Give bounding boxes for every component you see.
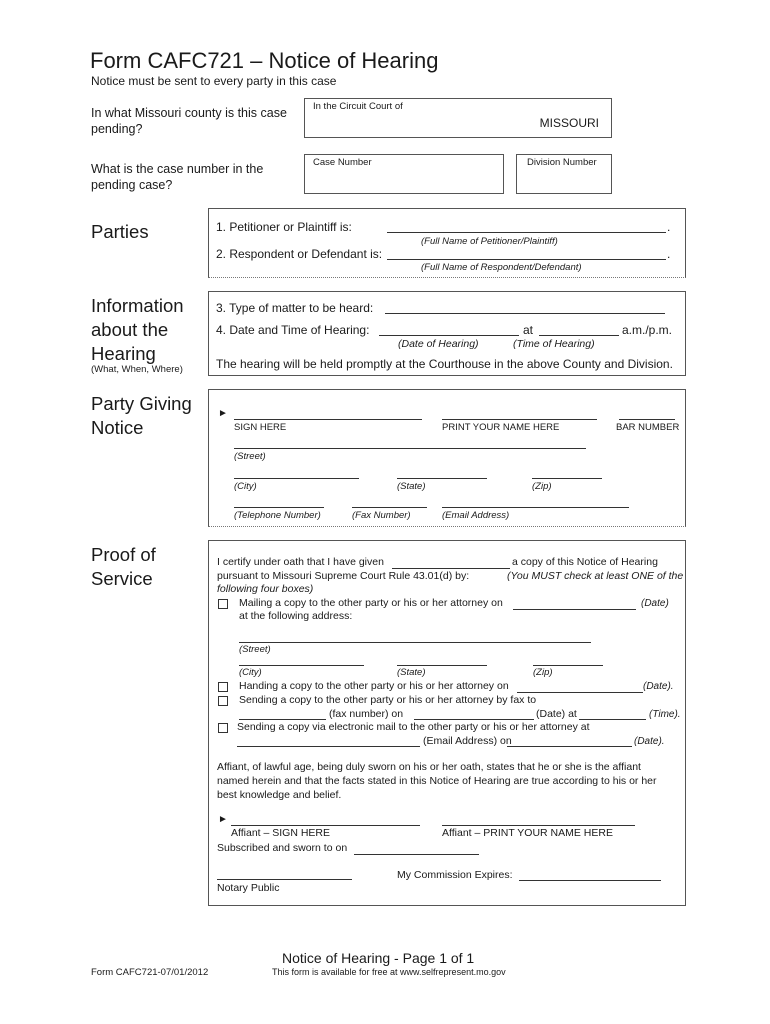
date-time-label: 4. Date and Time of Hearing: — [216, 323, 370, 337]
fax-line[interactable] — [352, 507, 427, 508]
footer-free: This form is available for free at www.selfrepresent.mo.gov — [272, 967, 506, 977]
case-number-label: Case Number — [313, 157, 372, 168]
email-date-line[interactable] — [507, 746, 632, 747]
case-number-field[interactable] — [304, 154, 504, 194]
notary-signature-line[interactable] — [217, 879, 352, 880]
matter-line[interactable] — [385, 313, 665, 314]
affiant-arrow-icon: ► — [218, 814, 228, 825]
date-caption: (Date of Hearing) — [398, 338, 479, 350]
hearing-time-line[interactable] — [539, 335, 619, 336]
city-line[interactable] — [234, 478, 359, 479]
petitioner-name-line[interactable] — [387, 232, 666, 233]
form-subtitle: Notice must be sent to every party in this case — [91, 74, 337, 88]
hearing-note: The hearing will be held promptly at the Courthouse in the above County and Division. — [216, 357, 673, 371]
time-caption: (Time of Hearing) — [513, 338, 595, 350]
email-checkbox[interactable] — [218, 723, 228, 733]
hearing-subheading: (What, When, Where) — [91, 364, 183, 375]
bar-number-label: BAR NUMBER — [616, 422, 680, 433]
sign-line[interactable] — [234, 419, 422, 420]
proof-street-line[interactable] — [239, 642, 591, 643]
print-name-line[interactable] — [442, 419, 597, 420]
fax-checkbox[interactable] — [218, 696, 228, 706]
telephone-line[interactable] — [234, 507, 324, 508]
circuit-court-field[interactable] — [304, 98, 612, 138]
zip-line[interactable] — [532, 478, 602, 479]
hearing-heading: Information about the Hearing — [91, 295, 184, 364]
footer-form-id: Form CAFC721-07/01/2012 — [91, 967, 209, 978]
party-giving-heading: Party Giving Notice — [91, 393, 192, 438]
affiant-print-line[interactable] — [442, 825, 635, 826]
fax-date-line[interactable] — [414, 719, 534, 720]
form-title: Form CAFC721 – Notice of Hearing — [90, 48, 439, 73]
print-name-label: PRINT YOUR NAME HERE — [442, 422, 560, 433]
hand-date-line[interactable] — [517, 692, 643, 693]
respondent-name-line[interactable] — [387, 259, 666, 260]
petitioner-label: 1. Petitioner or Plaintiff is: — [216, 220, 352, 234]
matter-label: 3. Type of matter to be heard: — [216, 301, 374, 315]
fax-number-line[interactable] — [239, 719, 326, 720]
parties-heading: Parties — [91, 221, 149, 242]
arrow-icon: ► — [218, 408, 228, 419]
mail-date-line[interactable] — [513, 609, 636, 610]
subscribed-date-line[interactable] — [354, 854, 479, 855]
division-number-label: Division Number — [527, 157, 597, 168]
parties-box: 1. Petitioner or Plaintiff is: . (Full Name of Petitioner/Plaintiff) 2. Respondent or Defendant is: . (Full Name of Respondent/Defendant) — [208, 208, 686, 278]
party-giving-box: ► SIGN HERE PRINT YOUR NAME HERE BAR NUMBER (Street) (City) (State) (Zip) (Telephone Number) (Fax Number) (Email Address) — [208, 389, 686, 527]
proof-heading: Proof of Service — [91, 544, 156, 589]
email-address-line[interactable] — [237, 746, 420, 747]
division-number-field[interactable] — [516, 154, 612, 194]
petitioner-caption: (Full Name of Petitioner/Plaintiff) — [421, 236, 558, 247]
hand-checkbox[interactable] — [218, 682, 228, 692]
bar-number-line[interactable] — [619, 419, 675, 420]
given-to-line[interactable] — [392, 568, 510, 569]
county-question: In what Missouri county is this case pending? — [91, 106, 287, 136]
respondent-caption: (Full Name of Respondent/Defendant) — [421, 262, 582, 273]
sign-label: SIGN HERE — [234, 422, 287, 433]
hearing-box: 3. Type of matter to be heard: 4. Date and Time of Hearing: at a.m./p.m. (Date of Hearing) (Time of Hearing) The hearing will be held promptly at the Courthouse in the above County and Division. — [208, 291, 686, 376]
fax-time-line[interactable] — [579, 719, 646, 720]
proof-box: I certify under oath that I have given a copy of this Notice of Hearing pursuant to Missouri Supreme Court Rule 43.01(d) by: (You MUST check at least ONE of the following four boxes) Mailing a copy to the other party or his or her attorney on (Date) at the following address: (Street) (City) (State) (Zip) Handing a copy to the other party or his or her attorney on (Date). Sending a copy to the other party or his or her attorney by fax to (fax number) on (Date) at (Time). Sending a copy via electronic mail to the other party or his or her attorney at (Email Address) on (Date). Affiant, of lawful age, being duly sworn on his or her oath, states that he or she is the affiant named herein and that the facts stated in this Notice of Hearing are true according to his or her best knowledge and belief. ► Affiant – SIGN HERE Affiant – PRINT YOUR NAME HERE Subscribed and sworn to on My Commission Expires: Notary Public — [208, 540, 686, 906]
proof-zip-line[interactable] — [533, 665, 603, 666]
respondent-label: 2. Respondent or Defendant is: — [216, 247, 383, 261]
hearing-date-line[interactable] — [379, 335, 519, 336]
street-line[interactable] — [234, 448, 586, 449]
email-line[interactable] — [442, 507, 629, 508]
case-question: What is the case number in the pending case? — [91, 162, 264, 192]
state-value: MISSOURI — [539, 116, 599, 130]
commission-expires-line[interactable] — [519, 880, 661, 881]
affiant-sign-line[interactable] — [231, 825, 420, 826]
proof-state-line[interactable] — [397, 665, 487, 666]
state-line[interactable] — [397, 478, 487, 479]
mail-checkbox[interactable] — [218, 599, 228, 609]
proof-city-line[interactable] — [239, 665, 364, 666]
circuit-court-label: In the Circuit Court of — [313, 101, 403, 112]
footer-page: Notice of Hearing - Page 1 of 1 — [282, 950, 475, 966]
